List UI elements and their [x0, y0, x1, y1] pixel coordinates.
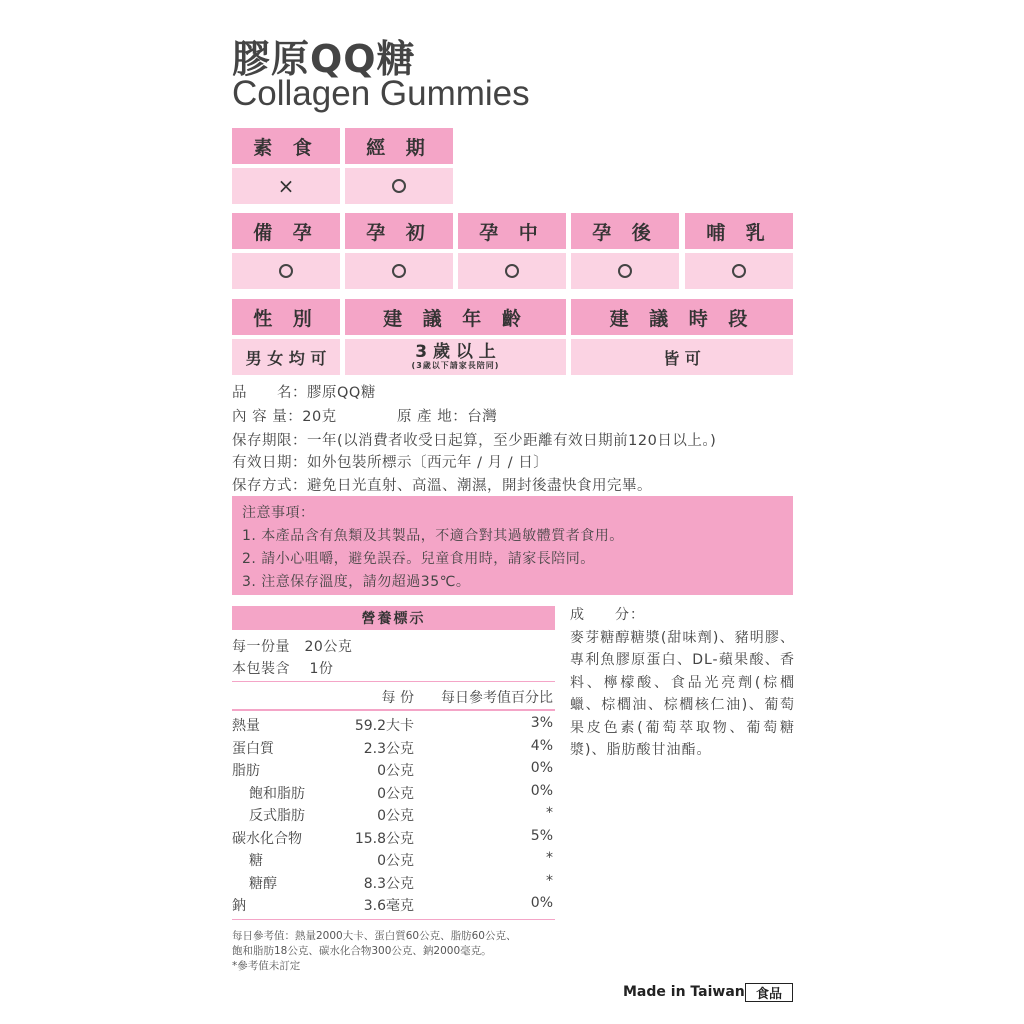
made-in-taiwan: Made in Taiwan	[623, 984, 745, 1000]
nutrient-amount: 8.3公克	[363, 875, 414, 892]
storage-line: 保存方式：避免日光直射、高溫、潮濕，開封後盡快食用完畢。	[232, 478, 652, 494]
nutrient-amount: 15.8公克	[354, 830, 414, 847]
yes-circle-icon	[618, 264, 632, 278]
shelf-life-line: 保存期限：一年(以消費者收受日起算，至少距離有效日期前120日以上。)	[232, 433, 717, 449]
nutrition-row	[232, 805, 555, 827]
mid-pregnancy-header: 孕 中	[458, 213, 566, 249]
menstrual-header: 經 期	[345, 128, 453, 164]
vegetarian-header: 素 食	[232, 128, 340, 164]
early-pregnancy-value	[345, 253, 453, 289]
vegetarian-value: ×	[232, 168, 340, 204]
age-header: 建 議 年 齡	[345, 299, 566, 335]
nutrition-row	[232, 850, 555, 872]
notice-box	[232, 496, 793, 595]
age-note: (3歲以下請家長陪同)	[411, 361, 500, 370]
nutrient-amount: 0公克	[377, 763, 414, 779]
nutrition-row	[232, 760, 555, 782]
late-pregnancy-value	[571, 253, 679, 289]
nutrition-footnote: *參考值未訂定	[232, 960, 301, 972]
nutrient-name: 鈉	[232, 898, 246, 914]
nutrient-amount: 3.6毫克	[363, 898, 414, 914]
divider	[232, 681, 555, 682]
yes-circle-icon	[279, 264, 293, 278]
per-serving-header: 每 份	[381, 690, 414, 706]
yes-circle-icon	[392, 264, 406, 278]
nutrient-amount: 0公克	[377, 808, 414, 824]
nutrient-daily-percent: *	[546, 805, 553, 821]
nutrition-row	[232, 738, 555, 760]
late-pregnancy-header: 孕 後	[571, 213, 679, 249]
yes-circle-icon	[505, 264, 519, 278]
serving-size: 每一份量 20公克	[232, 639, 353, 655]
age-value: 3 歲 以 上	[415, 342, 496, 362]
breastfeeding-value	[685, 253, 793, 289]
servings-per-package: 本包裝含 1份	[232, 661, 334, 677]
nutrient-name: 碳水化合物	[232, 830, 302, 847]
nutrient-amount: 2.3公克	[363, 740, 414, 757]
nutrient-daily-percent: 3%	[530, 715, 553, 731]
yes-circle-icon	[732, 264, 746, 278]
breastfeeding-header: 哺 乳	[685, 213, 793, 249]
nutrient-name: 反式脂肪	[249, 808, 305, 824]
notice-item: 3. 注意保存溫度，請勿超過35℃。	[242, 574, 471, 590]
nutrient-name: 糖	[249, 853, 263, 869]
product-title-chinese: 膠原QQ糖	[232, 37, 416, 81]
gender-header: 性 別	[232, 299, 340, 335]
nutrient-amount: 0公克	[377, 785, 414, 802]
product-title-english: Collagen Gummies	[232, 74, 530, 113]
nutrition-row	[232, 715, 555, 737]
volume-line: 內 容 量：20克	[232, 409, 337, 425]
nutrition-row	[232, 828, 555, 850]
pre-pregnancy-value	[232, 253, 340, 289]
ingredients-text: 麥芽糖醇糖漿(甜味劑)、豬明膠、專利魚膠原蛋白、DL-蘋果酸、香料、檸檬酸、食品光亮劑(棕櫚蠟、棕櫚油、棕櫚核仁油)、葡萄果皮色素(葡萄萃取物、葡萄糖漿)、脂肪酸甘油酯。	[570, 629, 795, 758]
nutrient-name: 糖醇	[249, 875, 277, 892]
nutrient-daily-percent: 0%	[530, 760, 553, 776]
expiry-line: 有效日期：如外包裝所標示〔西元年 / 月 / 日〕	[232, 455, 549, 471]
notice-title: 注意事項：	[242, 505, 315, 521]
notice-item: 2. 請小心咀嚼，避免誤吞。兒童食用時，請家長陪同。	[242, 551, 595, 567]
gender-value: 男 女 均 可	[232, 339, 340, 375]
notice-item: 1. 本產品含有魚類及其製品，不適合對其過敏體質者食用。	[242, 528, 624, 544]
age-value-cell	[345, 339, 566, 375]
ingredients-block	[570, 604, 795, 762]
nutrient-daily-percent: 0%	[530, 782, 553, 799]
early-pregnancy-header: 孕 初	[345, 213, 453, 249]
food-label-badge: 食品	[745, 983, 793, 1002]
ingredients-label: 成 分：	[570, 607, 645, 623]
nutrition-row	[232, 895, 555, 917]
daily-value-header: 每日參考值百分比	[441, 690, 553, 706]
product-name-line: 品 名：膠原QQ糖	[232, 385, 376, 401]
pre-pregnancy-header: 備 孕	[232, 213, 340, 249]
divider	[232, 709, 555, 711]
nutrient-amount: 0公克	[377, 853, 414, 869]
nutrition-footnote: 每日參考值：熱量2000大卡、蛋白質60公克、脂肪60公克、	[232, 930, 517, 942]
nutrient-daily-percent: *	[546, 850, 553, 866]
time-header: 建 議 時 段	[571, 299, 793, 335]
nutrition-row	[232, 873, 555, 895]
origin-line: 原 產 地：台灣	[397, 409, 498, 425]
nutrient-daily-percent: 0%	[530, 895, 553, 911]
menstrual-value	[345, 168, 453, 204]
nutrient-name: 熱量	[232, 718, 260, 734]
divider	[232, 919, 555, 920]
nutrient-daily-percent: *	[546, 872, 553, 889]
yes-circle-icon	[392, 179, 406, 193]
time-value: 皆 可	[571, 339, 793, 375]
nutrition-column-headers	[232, 687, 555, 709]
nutrient-name: 脂肪	[232, 763, 260, 779]
nutrient-daily-percent: 4%	[530, 737, 553, 754]
nutrition-row	[232, 783, 555, 805]
nutrient-daily-percent: 5%	[530, 827, 553, 844]
mid-pregnancy-value	[458, 253, 566, 289]
nutrition-footnote: 飽和脂肪18公克、碳水化合物300公克、鈉2000毫克。	[232, 945, 492, 957]
nutrient-amount: 59.2大卡	[354, 718, 414, 734]
nutrient-name: 飽和脂肪	[249, 785, 305, 802]
nutrition-title: 營養標示	[232, 606, 555, 630]
nutrient-name: 蛋白質	[232, 740, 274, 757]
